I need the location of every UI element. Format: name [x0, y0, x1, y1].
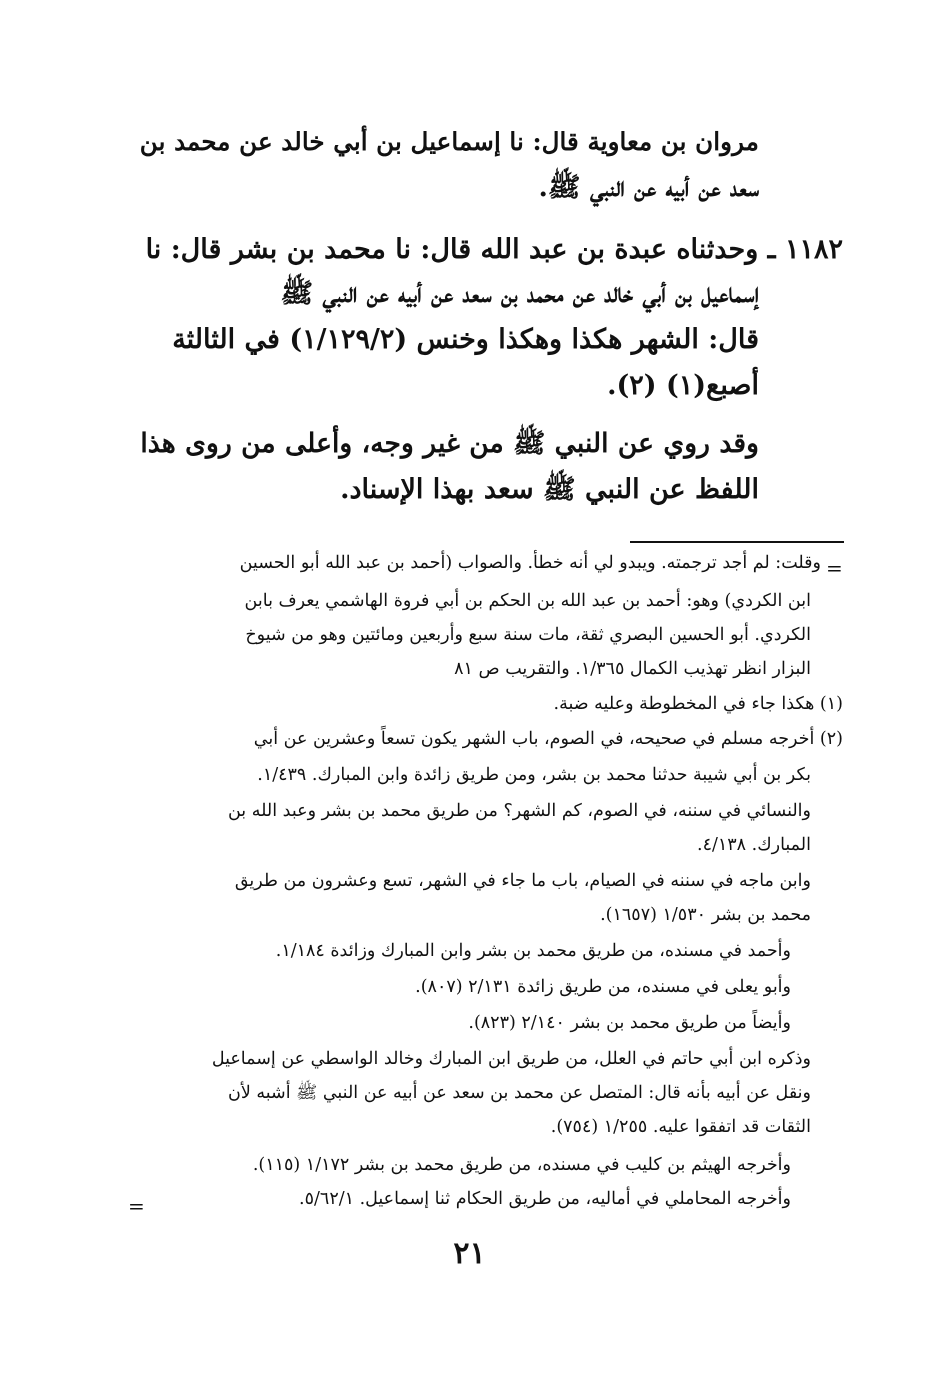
footnote-2-line: ونقل عن أبيه بأنه قال: المتصل عن محمد بن سعد عن أبيه عن النبي ﷺ أشبه لأن	[227, 1083, 811, 1103]
footnote-2-line: وأبو يعلى في مسنده، من طريق زائدة ٢/١٣١ (٨٠٧).	[415, 977, 791, 997]
footnote-2-line: (٢) أخرجه مسلم في صحيحه، في الصوم، باب الشهر يكون تسعاً وعشرين عن أبي	[253, 729, 843, 749]
footnote-1: (١) هكذا جاء في المخطوطة وعليه ضبة.	[553, 694, 843, 714]
closing-line: وقد روي عن النبي ﷺ من غير وجه، وأعلى من روى هذا	[140, 428, 759, 459]
intro-line: سعد عن أبيه عن النبي ﷺ.	[538, 172, 759, 203]
footnote-continued-line: البزار انظر تهذيب الكمال ١/٣٦٥. والتقريب ص ٨١	[454, 659, 811, 679]
page-number: ٢١	[453, 1236, 486, 1271]
footnote-2-line: وأحمد في مسنده، من طريق محمد بن بشر وابن المبارك وزائدة ١/١٨٤.	[275, 941, 791, 961]
footnote-2-line: بكر بن أبي شيبة حدثنا محمد بن بشر، ومن طريق زائدة وابن المبارك. ١/٤٣٩.	[257, 765, 811, 785]
footnote-divider	[630, 541, 844, 543]
hadith-1182-line: إسماعيل بن أبي خالد عن محمد بن سعد عن أبيه عن النبي ﷺ	[280, 278, 759, 309]
footnote-2-line: المبارك. ٤/١٣٨.	[696, 835, 811, 855]
footnote-continued-line: وقلت: لم أجد ترجمته. ويبدو لي أنه خطأ. والصواب (أحمد بن عبد الله أبو الحسين	[239, 553, 821, 573]
footnote-2-line: والنسائي في سننه، في الصوم، كم الشهر؟ من طريق محمد بن بشر وعبد الله بن	[227, 801, 811, 821]
footnote-2-line: وابن ماجه في سننه في الصيام، باب ما جاء في الشهر، تسع وعشرون من طريق	[234, 871, 811, 891]
footnote-2-line: وأخرجه الهيثم بن كليب في مسنده، من طريق محمد بن بشر ١/١٧٢ (١١٥).	[252, 1155, 791, 1175]
continuation-mark: =	[826, 556, 843, 580]
hadith-1182-line: ١١٨٢ ـ وحدثناه عبدة بن عبد الله قال: نا محمد بن بشر قال: نا	[145, 234, 843, 265]
footnote-continued-line: ابن الكردي) وهو: أحمد بن عبد الله بن الحكم بن أبي فروة الهاشمي يعرف بابن	[244, 591, 811, 611]
hadith-1182-line: أصبع(١) (٢).	[607, 370, 759, 401]
footnote-2-line: وأيضاً من طريق محمد بن بشر ٢/١٤٠ (٨٢٣).	[468, 1013, 791, 1033]
next-page-mark: =	[128, 1194, 145, 1218]
footnote-2-line: وأخرجه المحاملي في أماليه، من طريق الحكام ثنا إسماعيل. ٥/٦٢/١.	[299, 1189, 791, 1209]
closing-line: اللفظ عن النبي ﷺ سعد بهذا الإسناد.	[340, 474, 759, 505]
footnote-2-line: الثقات قد اتفقوا عليه. ١/٢٥٥ (٧٥٤).	[550, 1117, 811, 1137]
intro-line: مروان بن معاوية قال: نا إسماعيل بن أبي خالد عن محمد بن	[139, 127, 759, 156]
footnote-2-line: وذكره ابن أبي حاتم في العلل، من طريق ابن المبارك وخالد الواسطي عن إسماعيل	[211, 1049, 811, 1069]
footnote-continued-line: الكردي. أبو الحسين البصري ثقة، مات سنة سبع وأربعين ومائتين وهو من شيوخ	[245, 625, 811, 645]
hadith-1182-line: قال: الشهر هكذا وهكذا وخنس (١/١٢٩/٢) في الثالثة	[172, 324, 759, 355]
footnote-2-line: محمد بن بشر ١/٥٣٠ (١٦٥٧).	[600, 905, 811, 925]
